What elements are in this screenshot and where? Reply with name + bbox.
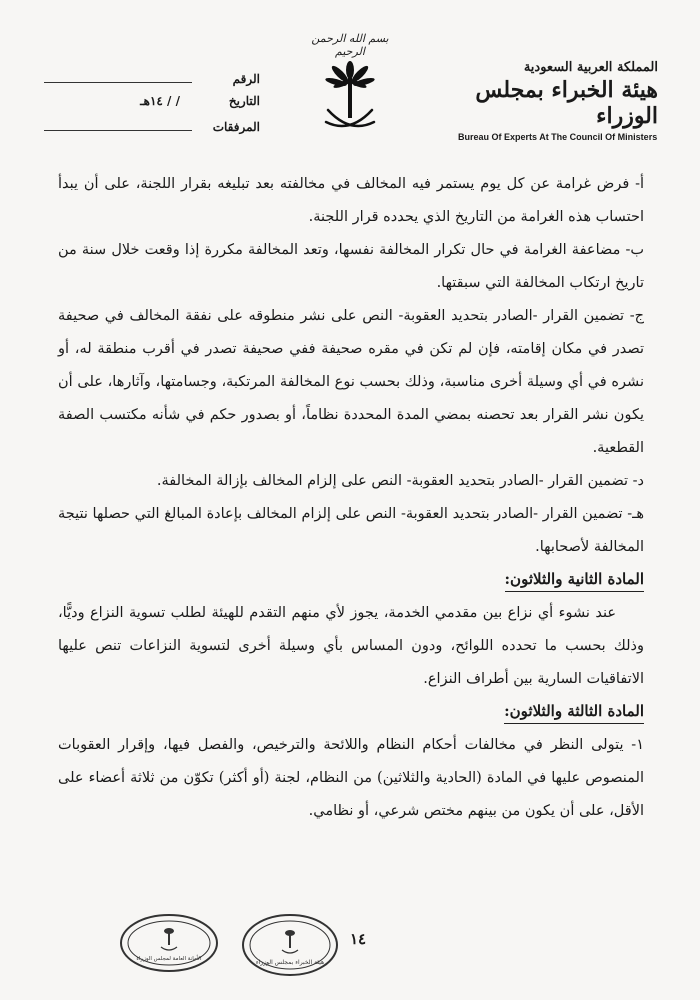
reference-line bbox=[44, 70, 192, 83]
svg-text:الأمانة العامة لمجلس الوزراء: الأمانة العامة لمجلس الوزراء bbox=[136, 956, 202, 962]
article-32-heading: المادة الثانية والثلاثون: bbox=[505, 567, 644, 592]
clause-c: ج- تضمين القرار -الصادر بتحديد العقوبة- النص على نشر منطوقه على نفقة المخالف في صحيفة تصدر في مكان إقامته، فإن لم تكن في مقره صحيفة ففي صحيفة تصدر في أقرب منطقة له، أو نشره في أي وسيلة أخرى مناسبة، وذلك بحسب نوع المخالفة المرتكبة، وجسامتها، وآثارها، على أن يكون نشر القرار بعد تحصنه بمضي المدة المحددة نظاماً، أو بصدور حكم في شأنه مكتسب الصفة القطعية. bbox=[58, 308, 644, 456]
bureau-seal-stamp bbox=[240, 912, 340, 978]
kingdom-title: المملكة العربية السعودية bbox=[523, 60, 658, 75]
basmala: بسم الله الرحمن الرحيم bbox=[311, 32, 389, 58]
clause-d: د- تضمين القرار -الصادر بتحديد العقوبة- النص على إلزام المخالف بإزالة المخالفة. bbox=[156, 473, 644, 489]
date-row bbox=[44, 94, 260, 118]
reference-label: الرقم bbox=[232, 72, 260, 86]
reference-row bbox=[44, 70, 260, 94]
organization-name-english: Bureau Of Experts At The Council Of Ministers bbox=[458, 131, 658, 142]
document-body bbox=[58, 168, 644, 828]
page-number: ١٤ bbox=[350, 930, 367, 948]
clause-e: هـ- تضمين القرار -الصادر بتحديد العقوبة- النص على إلزام المخالف بإعادة المبالغ التي حصلها نتيجة المخالفة لأصحابها. bbox=[58, 506, 644, 555]
svg-text:هيئة الخبراء بمجلس الوزراء: هيئة الخبراء بمجلس الوزراء bbox=[255, 959, 325, 966]
article-33-heading: المادة الثالثة والثلاثون: bbox=[504, 699, 644, 724]
clause-b: ب- مضاعفة الغرامة في حال تكرار المخالفة نفسها، وتعد المخالفة مكررة إذا وقعت خلال سنة من تاريخ ارتكاب المخالفة التي سبقتها. bbox=[58, 242, 644, 291]
attachments-line bbox=[44, 118, 192, 131]
saudi-emblem-icon bbox=[322, 58, 378, 138]
date-value: / / ١٤هـ bbox=[140, 94, 180, 108]
attachments-label: المرفقات bbox=[212, 120, 260, 134]
organization-block bbox=[458, 60, 658, 142]
organization-name-arabic: هيئة الخبراء بمجلس الوزراء bbox=[475, 77, 658, 130]
clause-a: أ- فرض غرامة عن كل يوم يستمر فيه المخالف في مخالفته بعد تبليغه بقرار اللجنة، على أن يبدأ احتساب هذه الغرامة من التاريخ الذي يحدده قرار اللجنة. bbox=[58, 176, 644, 225]
document-meta bbox=[44, 70, 260, 142]
article-33-clause-1: ١- يتولى النظر في مخالفات أحكام النظام واللائحة والترخيص، والفصل فيها، وإقرار العقوبات المنصوص عليها في المادة (الحادية والثلاثين) من النظام، لجنة (أو أكثر) تكوّن من ثلاثة أعضاء على الأقل، على أن يكون من بينهم مختص شرعي، أو نظامي. bbox=[58, 737, 644, 819]
attachments-row bbox=[44, 118, 260, 142]
date-label: التاريخ bbox=[228, 94, 260, 108]
article-32-text: عند نشوء أي نزاع بين مقدمي الخدمة، يجوز لأي منهم التقدم للهيئة لطلب تسوية النزاع وديًّا، وذلك بحسب ما تحدده اللوائح، ودون المساس بأي وسيلة أخرى لتسوية النزاعات تنص عليها الاتفاقيات السارية بين أطراف النزاع. bbox=[58, 605, 644, 687]
secretariat-seal-stamp bbox=[118, 912, 220, 974]
